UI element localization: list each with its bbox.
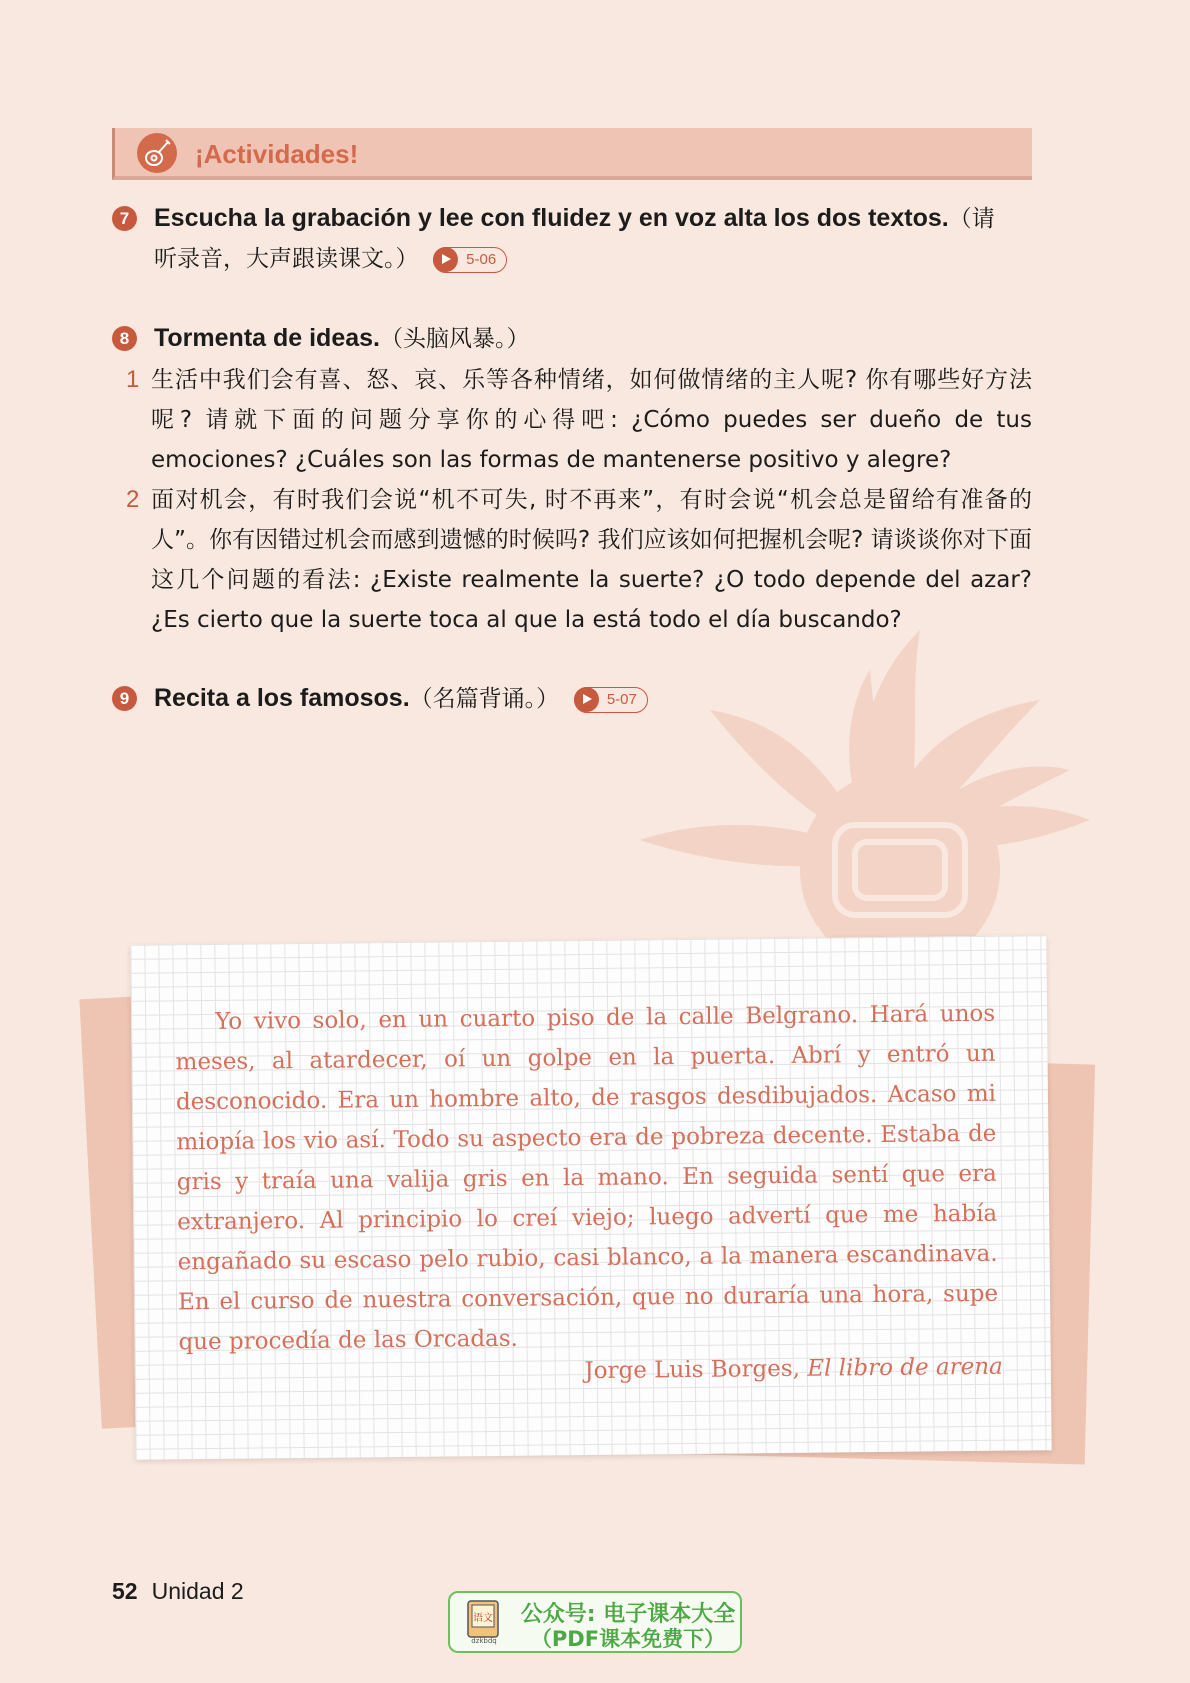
play-icon	[574, 687, 599, 712]
activity-9-cn: （名篇背诵。）	[409, 686, 560, 712]
list-item-text: 面对机会，有时我们会说“机不可失, 时不再来”，有时会说“机会总是留给有准备的人”。你有因错过机会而感到遗憾的时候吗? 我们应该如何把握机会呢? 请谈谈你对下面这几个问题的看法: ¿Existe realmente la suerte? ¿O todo depende del azar? ¿Es cierto que la suerte toca al que la está todo el día buscando?	[151, 487, 1032, 633]
brainstorm-list	[112, 360, 1032, 640]
activity-8-cn: （头脑风暴。）	[380, 326, 530, 352]
activity-9	[112, 678, 1032, 719]
activity-7	[112, 198, 1032, 279]
list-item-number: 2	[126, 486, 140, 513]
activities-title: ¡Actividades!	[195, 139, 359, 169]
logo-text: 语文	[473, 1613, 493, 1624]
logo-subtext: dzkbdq	[471, 1637, 497, 1645]
activity-7-cn-open: （请	[948, 206, 995, 232]
page-footer	[112, 1578, 244, 1605]
activity-number-badge: 7	[112, 206, 137, 231]
unit-label: Unidad 2	[151, 1578, 244, 1604]
activity-7-title: Escucha la grabación y lee con fluidez y en voz alta los dos textos.	[154, 204, 949, 232]
list-item-number: 1	[126, 366, 140, 393]
list-item-text: 生活中我们会有喜、怒、哀、乐等各种情绪，如何做情绪的主人呢? 你有哪些好方法呢? 请就下面的问题分享你的心得吧: ¿Cómo puedes ser dueño de tus emociones? ¿Cuáles son las formas de mantenerse positivo y alegre?	[151, 367, 1032, 473]
quote-author: Jorge Luis Borges,	[584, 1355, 801, 1385]
list-item	[112, 360, 1032, 480]
activity-8-title: Tormenta de ideas.	[154, 324, 380, 352]
page-number: 52	[112, 1578, 138, 1604]
audio-track-button[interactable]	[574, 687, 648, 713]
activities-header	[112, 128, 1032, 180]
quote-text: Yo vivo solo, en un cuarto piso de la calle Belgrano. Hará unos meses, al atardecer, oí un golpe en la puerta. Abrí y entró un desconocido. Era un hombre alto, de rasgos desdibujados. Acaso mi miopía los vio así. Todo su aspecto era de pobreza decente. Estaba de gris y traía una valija gris en la mano. En seguida sentí que era extranjero. Al principio lo creí viejo; luego advertí que me había engañado su escaso pelo rubio, casi blanco, a la manera escandinava. En el curso de nuestra conversación, que no duraría una hora, supe que procedía de las Orcadas.	[175, 1000, 999, 1356]
activity-7-cn-rest: 听录音，大声跟读课文。）	[154, 246, 419, 272]
wechat-download-text: （PDF课本免费下）	[530, 1627, 726, 1651]
list-item	[112, 480, 1032, 640]
wechat-account-text: 公众号: 电子课本大全	[520, 1602, 736, 1627]
quote-book-title: El libro de arena	[807, 1353, 1003, 1382]
activity-8	[112, 318, 1032, 359]
quote-card	[130, 935, 1051, 1460]
wechat-watermark	[448, 1591, 742, 1653]
activity-number-badge: 8	[112, 326, 137, 351]
activity-9-title: Recita a los famosos.	[154, 684, 410, 712]
play-icon	[433, 247, 458, 272]
quote-attribution	[584, 1354, 1003, 1384]
audio-track-button[interactable]	[433, 247, 507, 273]
audio-track-label: 5-07	[606, 690, 637, 708]
activity-number-badge: 9	[112, 686, 137, 711]
guitar-icon	[137, 133, 177, 173]
audio-track-label: 5-06	[466, 250, 497, 268]
book-logo-icon	[464, 1599, 504, 1645]
